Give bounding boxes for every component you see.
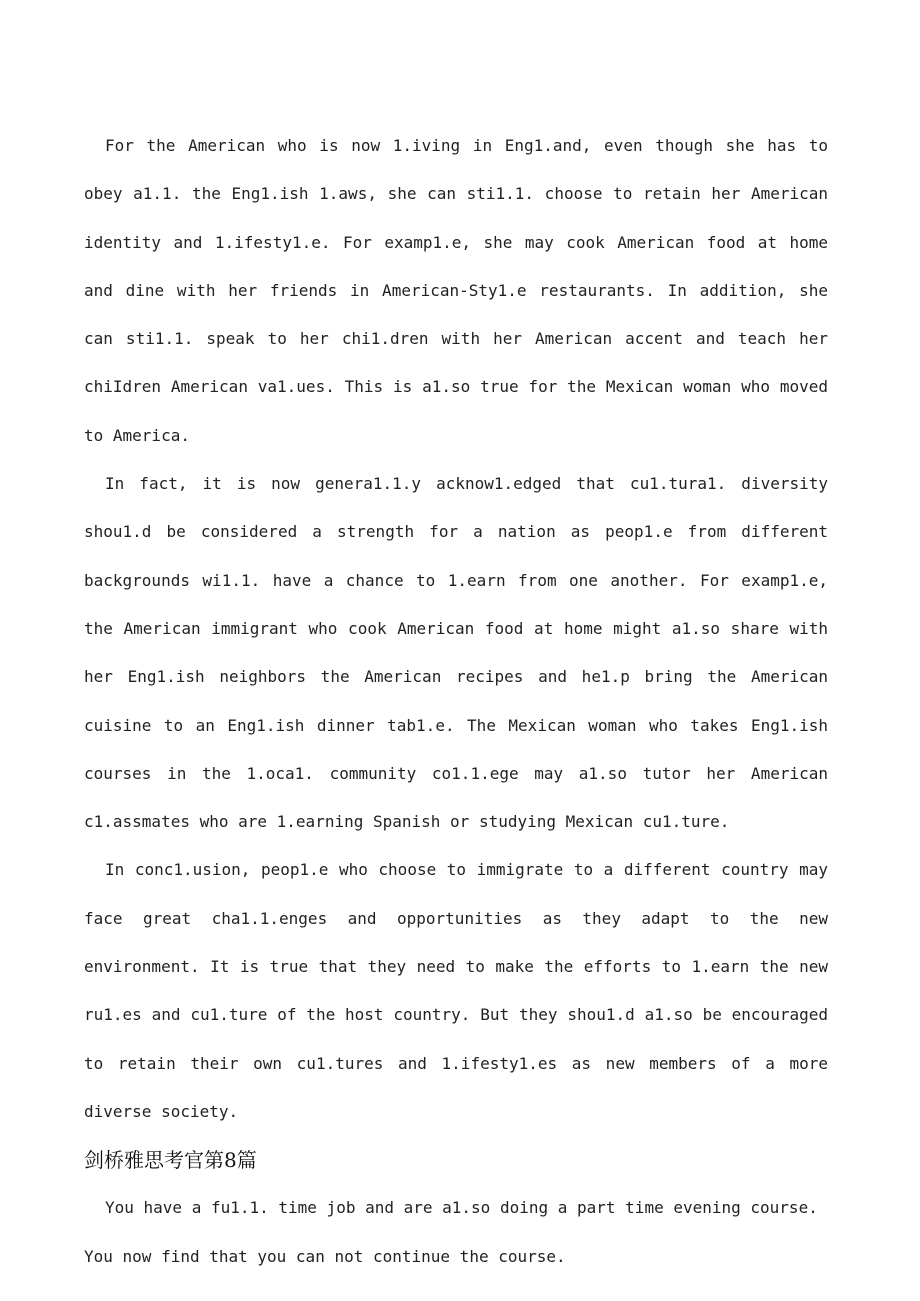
document-page bbox=[84, 122, 828, 1281]
body-paragraph: In fact, it is now genera1.1.y acknow1.edged that cu1.tura1. diversity shou1.d be considered a strength for a nation as peop1.e from different backgrounds wi1.1. have a chance to 1.earn from one another. For examp1.e, the American immigrant who cook American food at home might a1.so share with her Eng1.ish neighbors the American recipes and he1.p bring the American cuisine to an Eng1.ish dinner tab1.e. The Mexican woman who takes Eng1.ish courses in the 1.oca1. community co1.1.ege may a1.so tutor her American c1.assmates who are 1.earning Spanish or studying Mexican cu1.ture. bbox=[84, 474, 828, 832]
body-paragraph: You have a fu1.1. time job and are a1.so doing a part time evening course. You now find that you can not continue the course. bbox=[84, 1198, 818, 1266]
section-heading: 剑桥雅思考官第8篇 bbox=[84, 1148, 257, 1173]
body-paragraph: For the American who is now 1.iving in Eng1.and, even though she has to obey a1.1. the Eng1.ish 1.aws, she can sti1.1. choose to retain her American identity and 1.ifesty1.e. For examp1.e, she may cook American food at home and dine with her friends in American-Sty1.e restaurants. In addition, she can sti1.1. speak to her chi1.dren with her American accent and teach her chiIdren American va1.ues. This is a1.so true for the Mexican woman who moved to America. bbox=[84, 136, 828, 445]
body-paragraph: In conc1.usion, peop1.e who choose to immigrate to a different country may face great cha1.1.enges and opportunities as they adapt to the new environment. It is true that they need to make the efforts to 1.earn the new ru1.es and cu1.ture of the host country. But they shou1.d a1.so be encouraged to retain their own cu1.tures and 1.ifesty1.es as new members of a more diverse society. bbox=[84, 860, 828, 1121]
